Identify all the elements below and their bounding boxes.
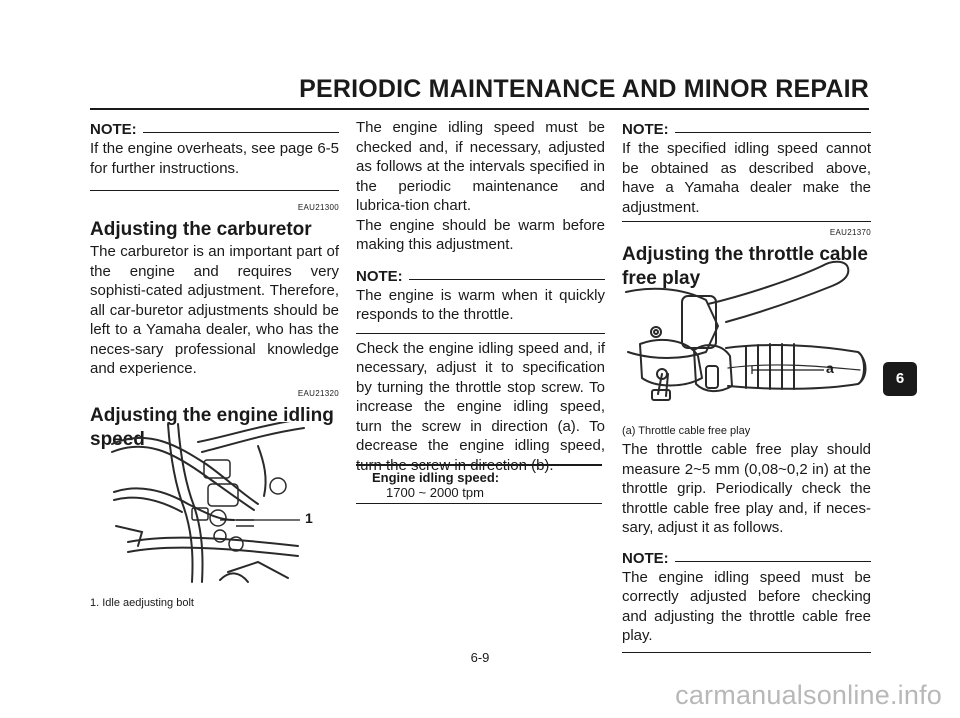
heading-carburetor: Adjusting the carburetor <box>90 219 312 240</box>
heading-idling-speed: Adjusting the engine idling speed <box>90 404 334 450</box>
reference-code: EAU21300 <box>297 203 339 212</box>
figure-caption: 1. Idle aedjusting bolt <box>90 597 194 609</box>
note-end-rule <box>90 190 339 191</box>
note-header <box>356 265 605 285</box>
spec-box <box>356 464 602 504</box>
callout-1: 1 <box>305 510 313 526</box>
note-end-rule <box>622 221 871 222</box>
callout-a: a <box>826 360 834 376</box>
carburetor-paragraph: The carburetor is an important part of the engine and requires very sophisti-cated adjustment. Therefore, all car-buretor adjustments should be left to a Yamaha dealer, who has the neces-sary professional knowledge and experience. <box>90 243 339 377</box>
middle-column <box>356 118 605 475</box>
note-rule <box>675 132 871 133</box>
note-text: If the engine overheats, see page 6-5 for further instructions. <box>90 140 339 177</box>
idle-adjusting-bolt-illustration <box>108 422 328 590</box>
spec-value: 1700 ~ 2000 tpm <box>386 485 484 500</box>
note-header <box>622 547 871 567</box>
reference-code: EAU21370 <box>829 228 871 237</box>
right-column-lower <box>622 424 871 653</box>
note-label: NOTE: <box>622 549 669 567</box>
spec-label: Engine idling speed: <box>372 470 500 485</box>
note-end-rule <box>356 333 605 334</box>
heading-throttle-cable: Adjusting the throttle cable free play <box>622 244 868 289</box>
free-play-paragraph: The throttle cable free play should measure 2~5 mm (0,08~0,2 in) at the throttle grip. Periodically check the throttle cable free play and, if neces-sary, adjust it as follows. <box>622 441 871 536</box>
note-label: NOTE: <box>622 121 669 138</box>
note-header <box>622 118 871 138</box>
note-label: NOTE: <box>90 121 137 138</box>
idle-check-paragraph: Check the engine idling speed and, if necessary, adjust it to specification by turning the throttle stop screw. To increase the engine idling speed, turn the screw in direction (a). To decrease the engine idling speed, turn the screw in direction (b). <box>356 339 605 474</box>
watermark: carmanualsonline.info <box>675 680 942 710</box>
note-rule <box>675 561 871 562</box>
note-rule <box>143 132 339 133</box>
note-text: The engine idling speed must be correctly adjusted before checking and adjusting the throttle cable free play. <box>622 568 871 644</box>
section-tab[interactable]: 6 <box>883 362 917 396</box>
note-header <box>90 118 339 138</box>
warm-engine-paragraph: The engine should be warm before making this adjustment. <box>356 216 605 253</box>
note-rule <box>409 279 605 280</box>
note-label: NOTE: <box>356 267 403 285</box>
reference-code: EAU21320 <box>297 388 339 398</box>
note-text: The engine is warm when it quickly responds to the throttle. <box>356 286 605 323</box>
idling-intro-paragraph: The engine idling speed must be checked and, if necessary, adjusted as follows at the intervals specified in the periodic maintenance and lubrica-tion chart. <box>356 119 605 214</box>
page-number: 6-9 <box>470 650 490 665</box>
page-header <box>90 72 869 110</box>
throttle-grip-illustration <box>622 256 872 416</box>
figure-caption: (a) Throttle cable free play <box>622 425 751 437</box>
note-text: If the specified idling speed cannot be obtained as described above, have a Yamaha dealer make the adjustment. <box>622 140 871 216</box>
left-column <box>90 118 339 452</box>
section-title: PERIODIC MAINTENANCE AND MINOR REPAIR <box>299 75 869 103</box>
